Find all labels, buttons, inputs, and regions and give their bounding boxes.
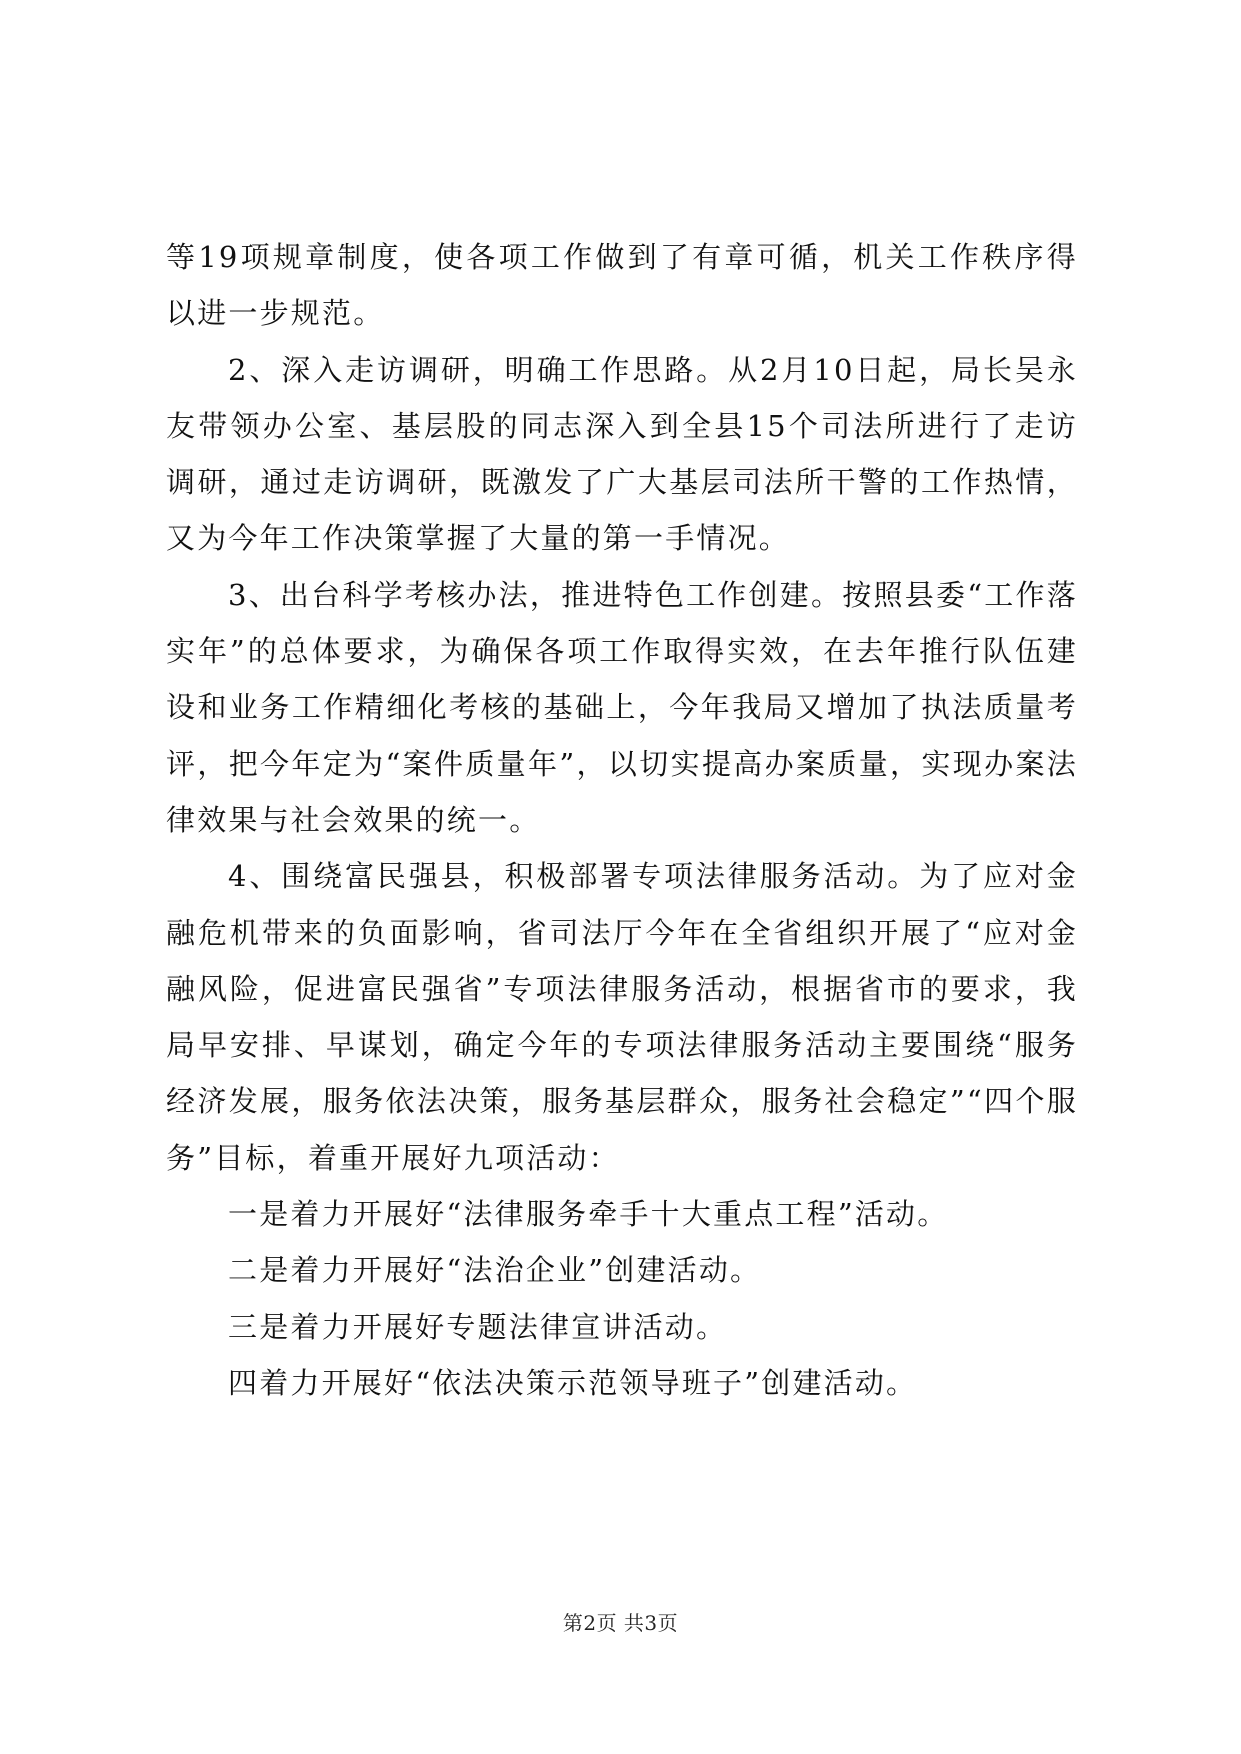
paragraph-legal-services: 4、围绕富民强县，积极部署专项法律服务活动。为了应对金融危机带来的负面影响，省司法厅今年在全省组织开展了“应对金融风险，促进富民强省”专项法律服务活动，根据省市的要求，我局早安排、早谋划，确定今年的专项法律服务活动主要围绕“服务经济发展，服务依法决策，服务基层群众，服务社会稳定”“四个服务”目标，着重开展好九项活动： — [166, 859, 1078, 1175]
list-item: 三是着力开展好专题法律宣讲活动。 — [228, 1309, 728, 1344]
paragraph-research: 2、深入走访调研，明确工作思路。从2月10日起，局长吴永友带领办公室、基层股的同志深入到全县15个司法所进行了走访调研，通过走访调研，既激发了广大基层司法所干警的工作热情，又为今年工作决策掌握了大量的第一手情况。 — [166, 352, 1078, 556]
page-number-footer: 第2页 共3页 — [562, 1611, 679, 1635]
paragraph-continued: 等19项规章制度，使各项工作做到了有章可循，机关工作秩序得以进一步规范。 — [166, 240, 1078, 331]
paragraph-assessment: 3、出台科学考核办法，推进特色工作创建。按照县委“工作落实年”的总体要求，为确保各项工作取得实效，在去年推行队伍建设和业务工作精细化考核的基础上，今年我局又增加了执法质量考评，把今年定为“案件质量年”，以切实提高办案质量，实现办案法律效果与社会效果的统一。 — [166, 577, 1078, 837]
list-item: 二是着力开展好“法治企业”创建活动。 — [228, 1253, 762, 1288]
list-item: 四着力开展好“依法决策示范领导班子”创建活动。 — [228, 1365, 918, 1400]
list-item: 一是着力开展好“法律服务牵手十大重点工程”活动。 — [228, 1197, 949, 1232]
document-body — [166, 229, 1078, 1411]
